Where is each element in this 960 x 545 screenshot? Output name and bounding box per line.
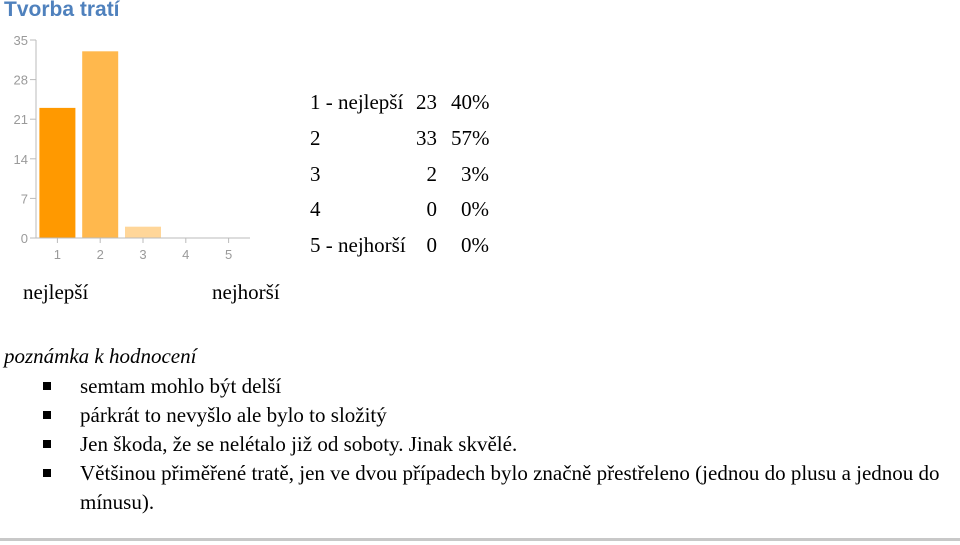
stat-percent: 57% bbox=[451, 126, 490, 150]
list-item bbox=[40, 401, 955, 430]
y-tick-label: 28 bbox=[13, 72, 28, 88]
bar-3 bbox=[125, 227, 161, 238]
stat-count: 33 bbox=[416, 126, 437, 150]
x-tick-label: 5 bbox=[224, 247, 233, 262]
x-tick-label: 2 bbox=[96, 247, 104, 262]
bar-1 bbox=[39, 108, 75, 238]
x-tick-label: 1 bbox=[53, 247, 62, 262]
stat-label: 1 - nejlepší bbox=[310, 90, 404, 114]
bars bbox=[39, 51, 161, 238]
bar-2 bbox=[82, 51, 118, 238]
square-bullet-icon bbox=[43, 411, 51, 419]
y-tick-label: 7 bbox=[20, 191, 28, 207]
stat-label: 2 bbox=[310, 126, 321, 150]
stat-count: 23 bbox=[416, 90, 437, 114]
rating-bar-chart bbox=[0, 30, 260, 270]
notes-title: poznámka k hodnocení bbox=[4, 344, 197, 368]
x-tick-label: 3 bbox=[139, 247, 147, 262]
scale-label-best: nejlepší bbox=[23, 280, 89, 304]
stat-count: 0 bbox=[426, 197, 437, 221]
y-axis bbox=[14, 33, 36, 246]
list-item bbox=[40, 459, 955, 517]
note-text: semtam mohlo být delší bbox=[80, 374, 282, 398]
x-tick-label: 4 bbox=[182, 247, 190, 262]
square-bullet-icon bbox=[43, 440, 51, 448]
notes-list bbox=[40, 372, 955, 517]
square-bullet-icon bbox=[43, 382, 51, 390]
y-tick-label: 35 bbox=[13, 33, 28, 48]
stat-percent: 40% bbox=[451, 90, 490, 114]
stat-percent: 0% bbox=[461, 233, 489, 257]
note-text: Jen škoda, že se nelétalo již od soboty. Jinak skvělé. bbox=[80, 432, 518, 456]
y-tick-label: 0 bbox=[20, 231, 28, 246]
bottom-divider bbox=[0, 538, 960, 541]
note-text: párkrát to nevyšlo ale bylo to složitý bbox=[80, 403, 387, 427]
section-heading: Tvorba tratí bbox=[4, 0, 120, 21]
y-tick-label: 14 bbox=[13, 151, 28, 167]
note-text: Většinou přiměřené tratě, jen ve dvou případech bylo značně přestřeleno (jednou do plusu a jednou do mínusu). bbox=[80, 461, 940, 514]
stat-percent: 3% bbox=[461, 162, 489, 186]
stat-count: 2 bbox=[426, 162, 437, 186]
stat-label: 4 bbox=[310, 197, 321, 221]
list-item bbox=[40, 372, 955, 401]
stat-label: 5 - nejhorší bbox=[310, 233, 406, 257]
scale-label-worst: nejhorší bbox=[212, 280, 280, 304]
stat-percent: 0% bbox=[461, 197, 489, 221]
square-bullet-icon bbox=[43, 469, 51, 477]
stat-count: 0 bbox=[426, 233, 437, 257]
x-axis bbox=[36, 238, 250, 262]
y-tick-label: 21 bbox=[13, 112, 28, 128]
list-item bbox=[40, 430, 955, 459]
stat-label: 3 bbox=[310, 162, 321, 186]
